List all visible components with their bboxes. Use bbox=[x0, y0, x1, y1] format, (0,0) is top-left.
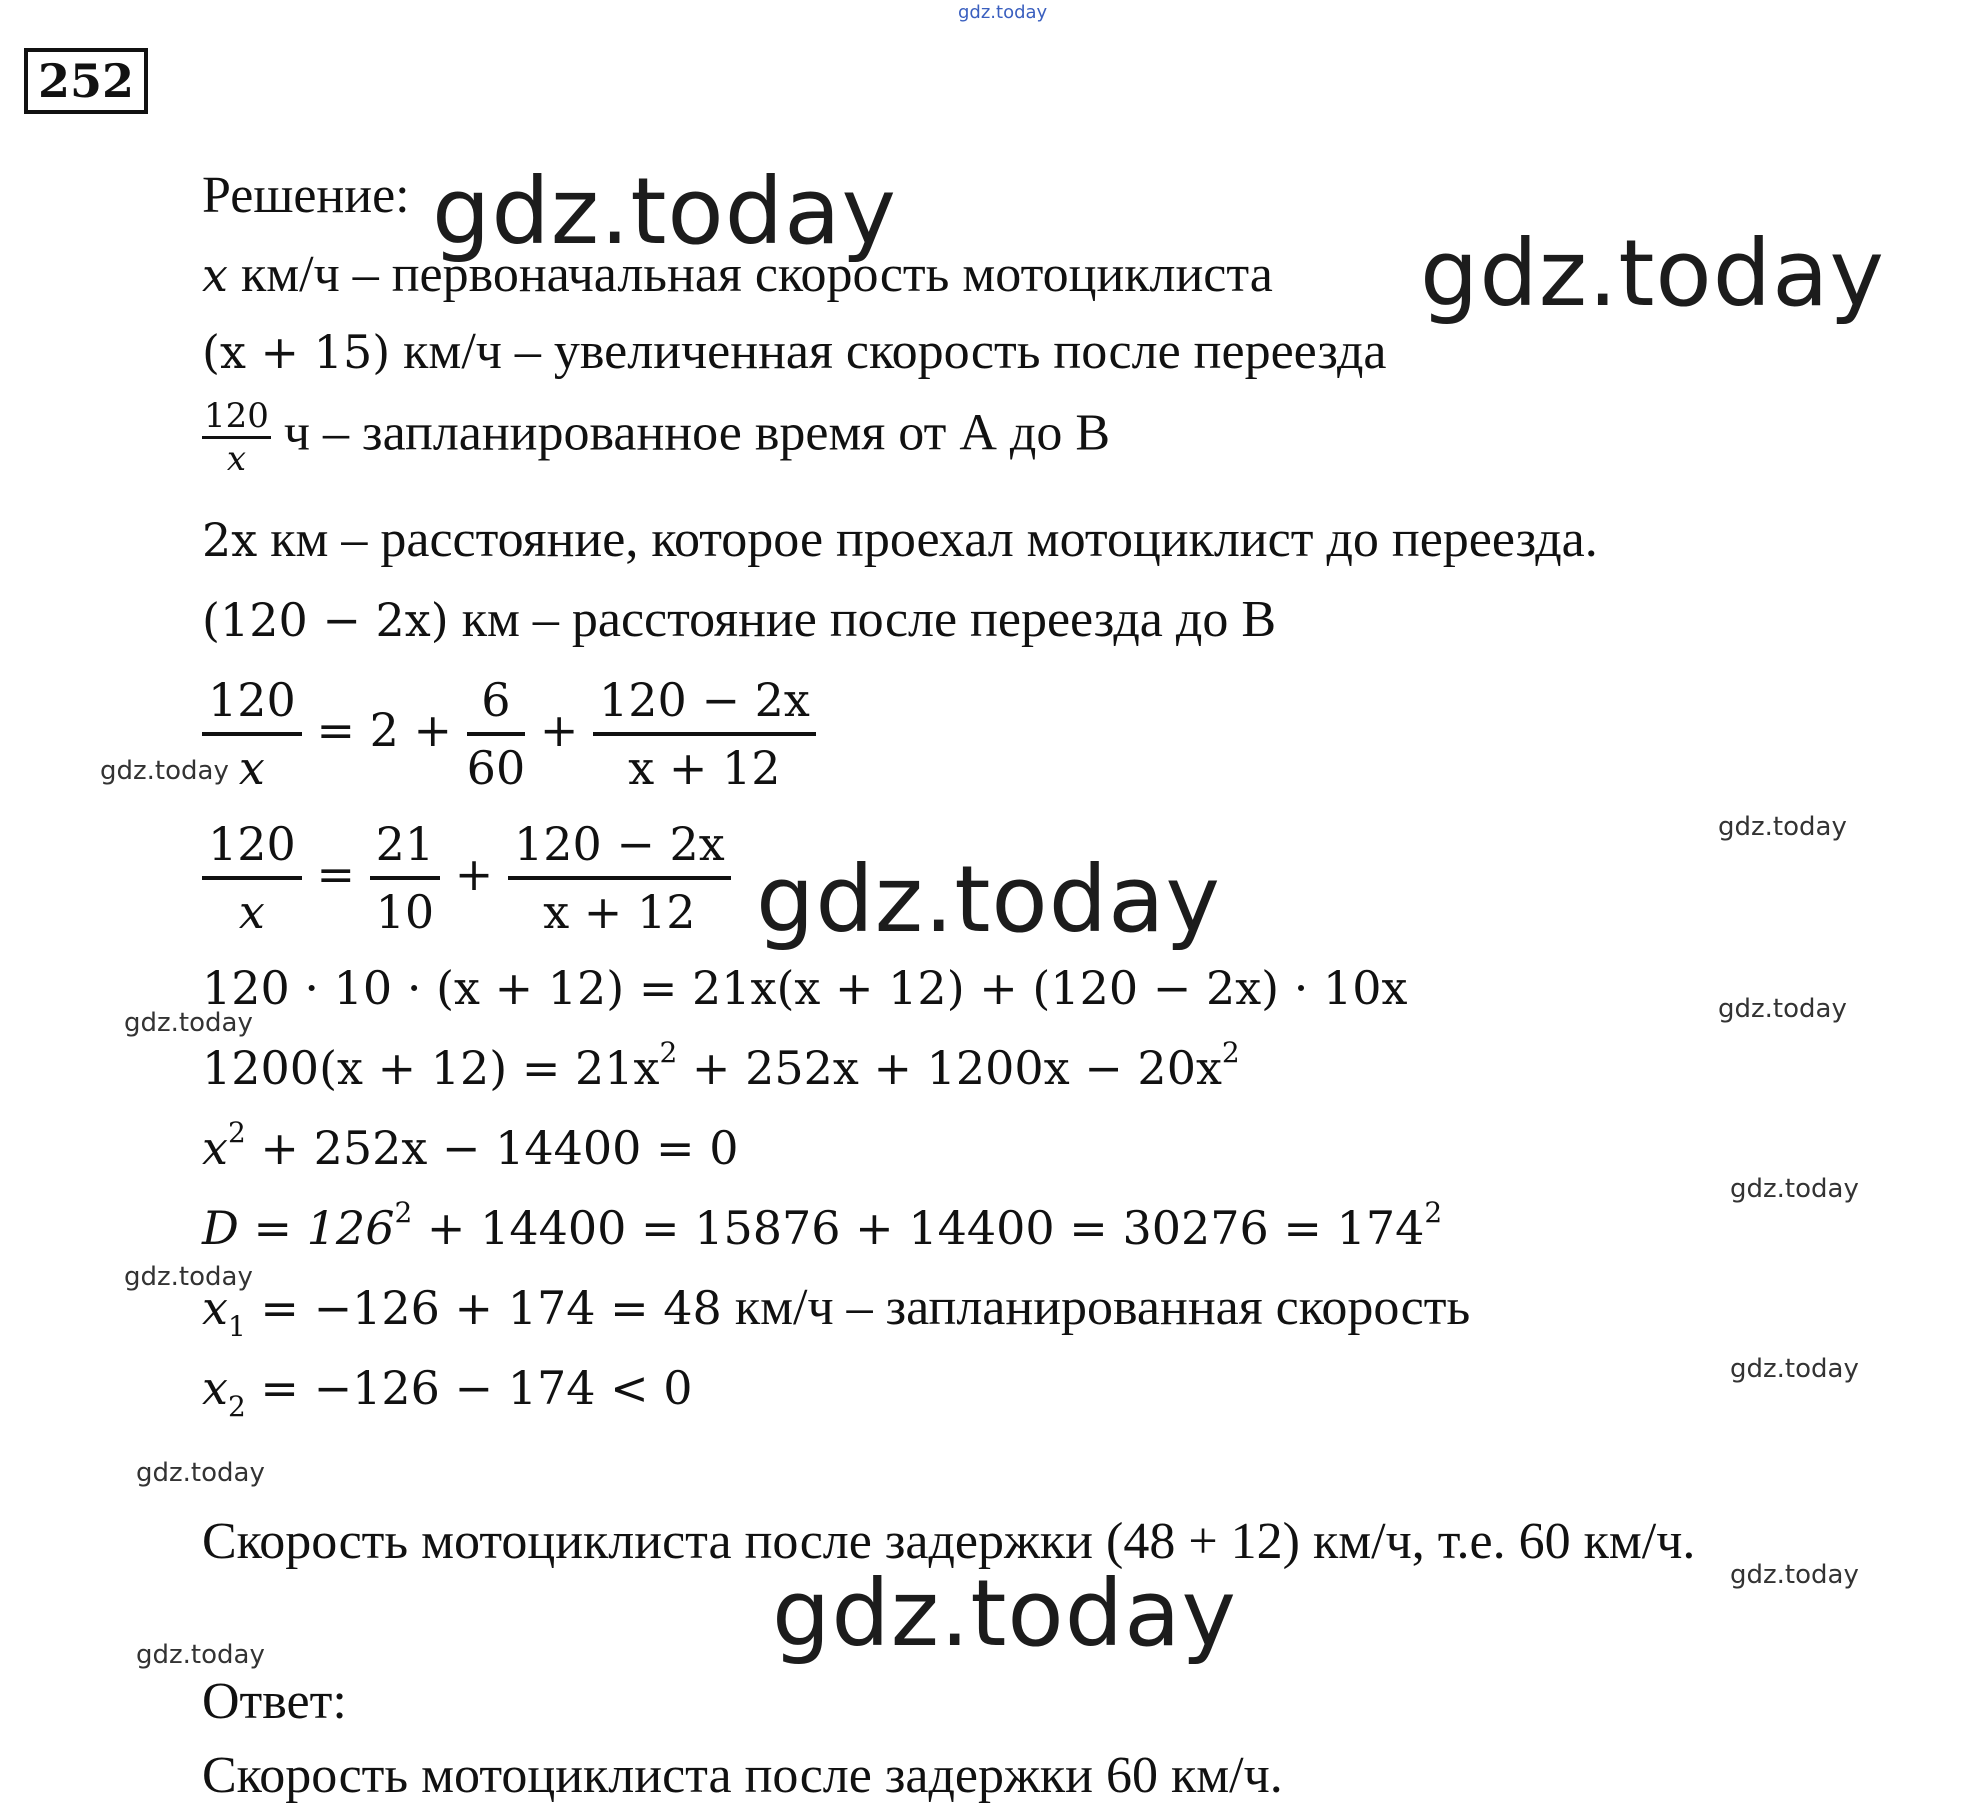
equation-5: $x^2 + 252x - 14400 = 0$ bbox=[202, 1116, 739, 1175]
equation-6-discriminant: $D = 126^2 + 14400 = 15876 + 14400 = 30276 = 174^2$ bbox=[202, 1196, 1443, 1255]
watermark-small-4: gdz.today bbox=[1718, 994, 1847, 1024]
line-initial-speed-text: км/ч – первоначальная скорость мотоциклиста bbox=[227, 246, 1273, 303]
equation-4: $1200(x + 12) = 21x^2 + 252x + 1200x - 20x^2$ bbox=[202, 1036, 1240, 1095]
watermark-small-3: gdz.today bbox=[124, 1008, 253, 1038]
equation-3: 120 · 10 · (x + 12) = 21x(x + 12) + (120 − 2x) · 10x bbox=[202, 961, 1408, 1015]
equation-7-root-1: $x_1 = -126 + 174 = 48$ км/ч – запланированная скорость bbox=[202, 1279, 1471, 1343]
equation-1: $\frac{120}{x}$ = 2 + $\frac{6}{60}$ + $\frac{120 - 2x}{x + 12}$ bbox=[202, 668, 816, 800]
watermark-top: gdz.today bbox=[958, 2, 1048, 23]
line-increased-speed-text: км/ч – увеличенная скорость после переезда bbox=[390, 323, 1387, 380]
line-planned-time bbox=[202, 396, 1110, 479]
watermark-small-7: gdz.today bbox=[1730, 1354, 1859, 1384]
line-distance-after bbox=[202, 590, 1276, 650]
eq1-fraction-remaining: $\frac{120 - 2x}{x + 12}$ bbox=[593, 668, 816, 800]
line-planned-time-text: ч – запланированное время от А до В bbox=[270, 404, 1111, 462]
watermark-small-1: gdz.today bbox=[100, 756, 229, 786]
watermark-small-2: gdz.today bbox=[1718, 812, 1847, 842]
watermark-big-1: gdz.today bbox=[432, 158, 897, 265]
var-x: x bbox=[202, 248, 228, 302]
watermark-small-5: gdz.today bbox=[1730, 1174, 1859, 1204]
watermark-small-9: gdz.today bbox=[1730, 1560, 1859, 1590]
line-distance-after-text: км – расстояние после переезда до В bbox=[448, 591, 1277, 648]
solution-label: Решение: bbox=[202, 167, 410, 224]
watermark-big-4: gdz.today bbox=[772, 1560, 1237, 1667]
expr-2x: 2x bbox=[202, 513, 258, 567]
expr-120-minus-2x: (120 − 2x) bbox=[202, 593, 449, 647]
expr-x-plus-15: (x + 15) bbox=[202, 325, 391, 379]
watermark-small-10: gdz.today bbox=[136, 1640, 265, 1670]
conclusion: Скорость мотоциклиста после задержки (48 + 12) км/ч, т.е. 60 км/ч. bbox=[202, 1513, 1696, 1570]
fraction-120-over-x: $\frac{120}{x}$ bbox=[204, 396, 269, 479]
watermark-small-8: gdz.today bbox=[136, 1458, 265, 1488]
watermark-big-2: gdz.today bbox=[1420, 220, 1885, 327]
watermark-small-6: gdz.today bbox=[124, 1262, 253, 1292]
watermark-big-3: gdz.today bbox=[756, 846, 1221, 953]
line-distance-before bbox=[202, 510, 1598, 570]
answer-text: Скорость мотоциклиста после задержки 60 км/ч. bbox=[202, 1747, 1283, 1804]
problem-number: 252 bbox=[24, 48, 148, 114]
eq1-lhs-fraction: $\frac{120}{x}$ bbox=[202, 668, 302, 800]
eq2-fraction-21-10: $\frac{21}{10}$ bbox=[370, 812, 441, 944]
answer-label: Ответ: bbox=[202, 1673, 347, 1730]
eq2-fraction-remaining: $\frac{120 - 2x}{x + 12}$ bbox=[508, 812, 731, 944]
equation-8-root-2: $x_2 = -126 - 174 < 0$ bbox=[202, 1361, 693, 1423]
line-distance-before-text: км – расстояние, которое проехал мотоциклист до переезда. bbox=[257, 511, 1598, 568]
equation-2: $\frac{120}{x}$ = $\frac{21}{10}$ + $\frac{120 - 2x}{x + 12}$ bbox=[202, 812, 731, 944]
line-increased-speed bbox=[202, 322, 1387, 382]
eq2-lhs-fraction: $\frac{120}{x}$ bbox=[202, 812, 302, 944]
eq1-fraction-6-60: $\frac{6}{60}$ bbox=[467, 668, 526, 800]
